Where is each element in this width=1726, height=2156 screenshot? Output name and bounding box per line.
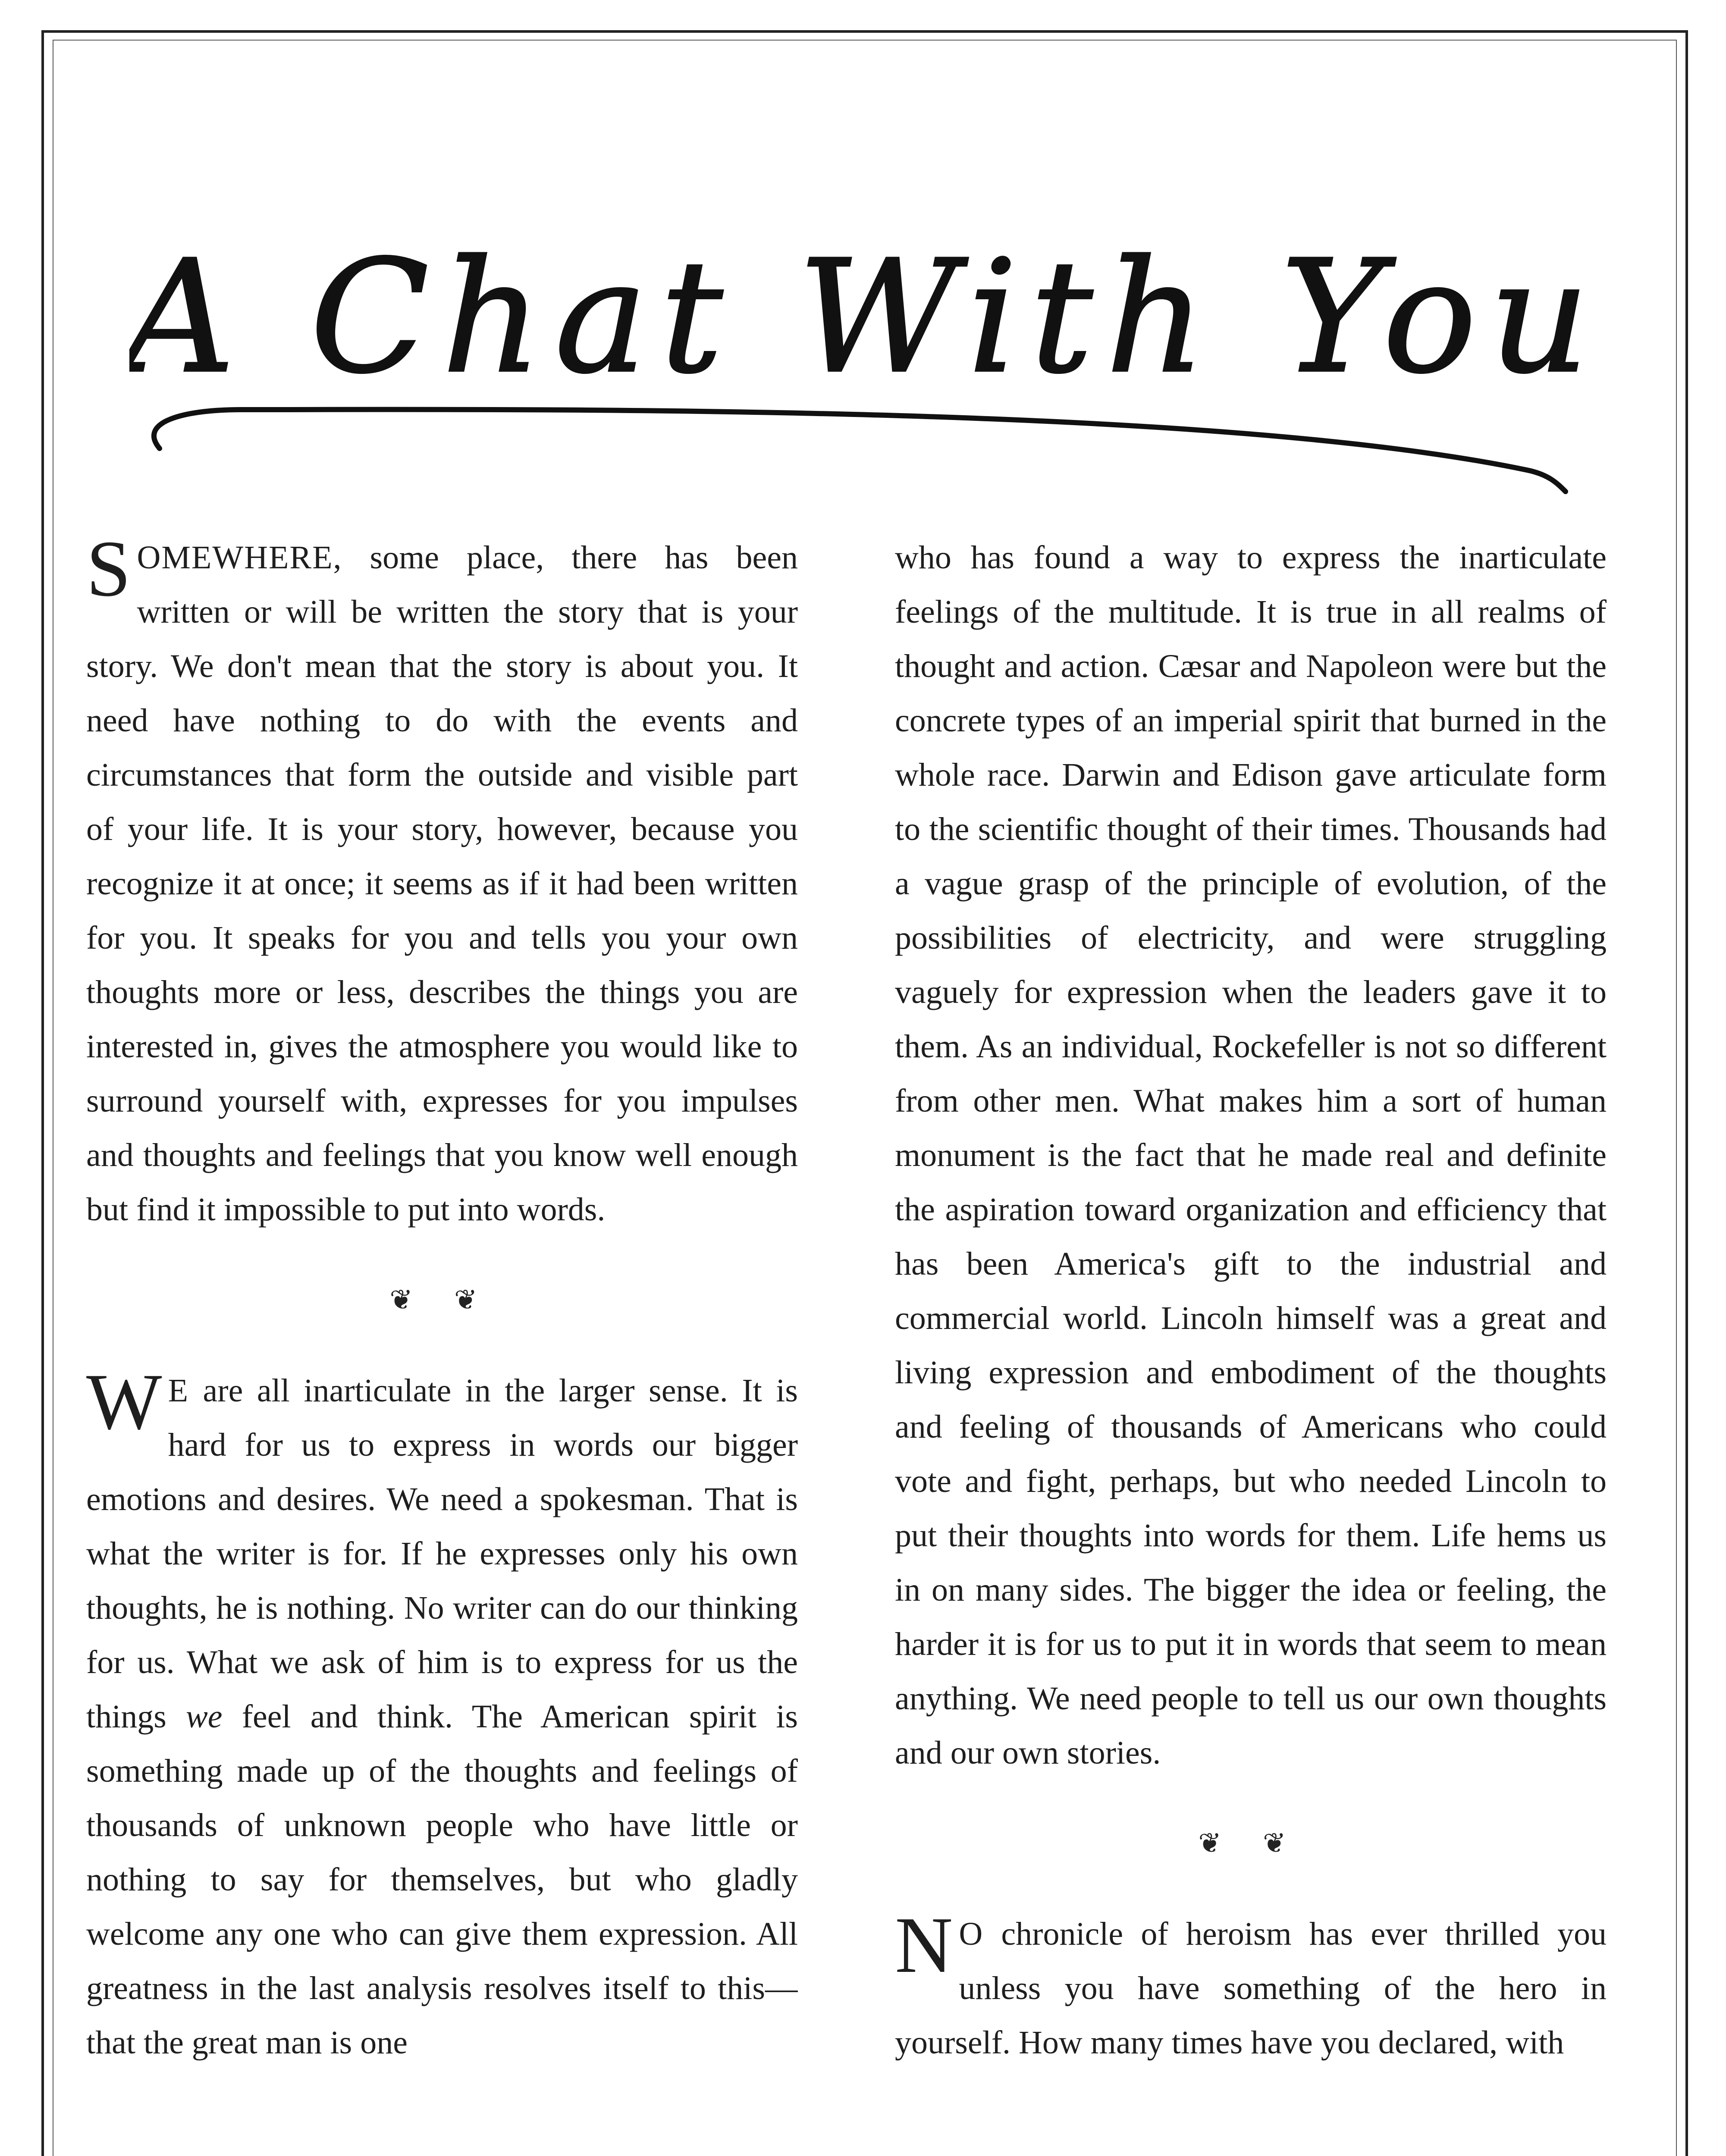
masthead-title-text: A Chat With You bbox=[129, 227, 1596, 407]
masthead-script-title bbox=[129, 207, 1596, 517]
section-ornament-1 bbox=[86, 1284, 798, 1316]
ornament-leaf-icon: ❦ ❦ bbox=[389, 1285, 495, 1315]
masthead-underline-flourish bbox=[154, 410, 1566, 492]
right-column bbox=[895, 530, 1607, 2156]
paragraph-we-are-emphasis: we bbox=[186, 1698, 223, 1735]
masthead-title-art bbox=[129, 207, 1596, 517]
ornament-leaf-icon: ❦ ❦ bbox=[1198, 1828, 1303, 1858]
paragraph-we-are bbox=[86, 1357, 798, 2070]
leadin-somewhere: OMEWHERE, bbox=[137, 539, 342, 576]
section-ornament-2 bbox=[895, 1827, 1607, 1859]
dropcap-w: W bbox=[86, 1357, 162, 1446]
paragraph-continuation bbox=[895, 530, 1607, 1780]
paragraph-we-are-text-2: feel and think. The American spirit is something made up of the thoughts and feelings of thousands of unknown people who have little or nothing to say for themselves, but who gladly welcome any one who can give them expression. All greatness in the last analysis resolves itself to this—that the great man is one bbox=[86, 1698, 798, 2061]
left-column bbox=[86, 530, 798, 2156]
paragraph-continuation-text: who has found a way to express the inarticulate feelings of the multitude. It is true in all realms of thought and action. Cæsar and Napoleon were but the concrete types of an imperial spirit that burned in the whole race. Darwin and Edison gave articulate form to the scientific thought of their times. Thousands had a vague grasp of the principle of evolution, of the possibilities of electricity, and were struggling vaguely for expression when the leaders gave it to them. As an individual, Rockefeller is not so different from other men. What makes him a sort of human monument is the fact that he made real and definite the aspiration toward organization and efficiency that has been America's gift to the industrial and commercial world. Lincoln himself was a great and living expression and embodiment of the thoughts and feeling of thousands of Americans who could vote and fight, perhaps, but who needed Lincoln to put their thoughts into words for them. Life hems us in on many sides. The bigger the idea or feeling, the harder it is for us to put it in words that seem to mean anything. We need people to tell us our own thoughts and our own stories. bbox=[895, 539, 1607, 1771]
dropcap-s: S bbox=[86, 530, 131, 613]
paragraph-no-chronicle-text: chronicle of heroism has ever thrilled you unless you have something of the hero in yourself. How many times have you declared, with bbox=[895, 1916, 1607, 2061]
dropcap-n: N bbox=[895, 1901, 953, 1990]
leadin-no: O bbox=[959, 1916, 984, 1952]
paragraph-we-are-text-1: are all inarticulate in the larger sense. It is hard for us to express in words our bigger emotions and desires. We need a spokesman. That is what the writer is for. If he expresses only his own thoughts, he is nothing. No writer can do our thinking for us. What we ask of him is to express for us the things bbox=[86, 1373, 798, 1735]
paragraph-no-chronicle bbox=[895, 1901, 1607, 2070]
paragraph-somewhere bbox=[86, 530, 798, 1237]
leadin-we: E bbox=[168, 1373, 189, 1409]
paragraph-somewhere-text: some place, there has been written or will be written the story that is your story. We don't mean that the story is about you. It need have nothing to do with the events and circumstances that form the outside and visible part of your life. It is your story, however, because you recognize it at once; it seems as if it had been written for you. It speaks for you and tells you your own thoughts more or less, describes the things you are interested in, gives the atmosphere you would like to surround yourself with, expresses for you impulses and thoughts and feelings that you know well enough but find it impossible to put into words. bbox=[86, 539, 798, 1228]
